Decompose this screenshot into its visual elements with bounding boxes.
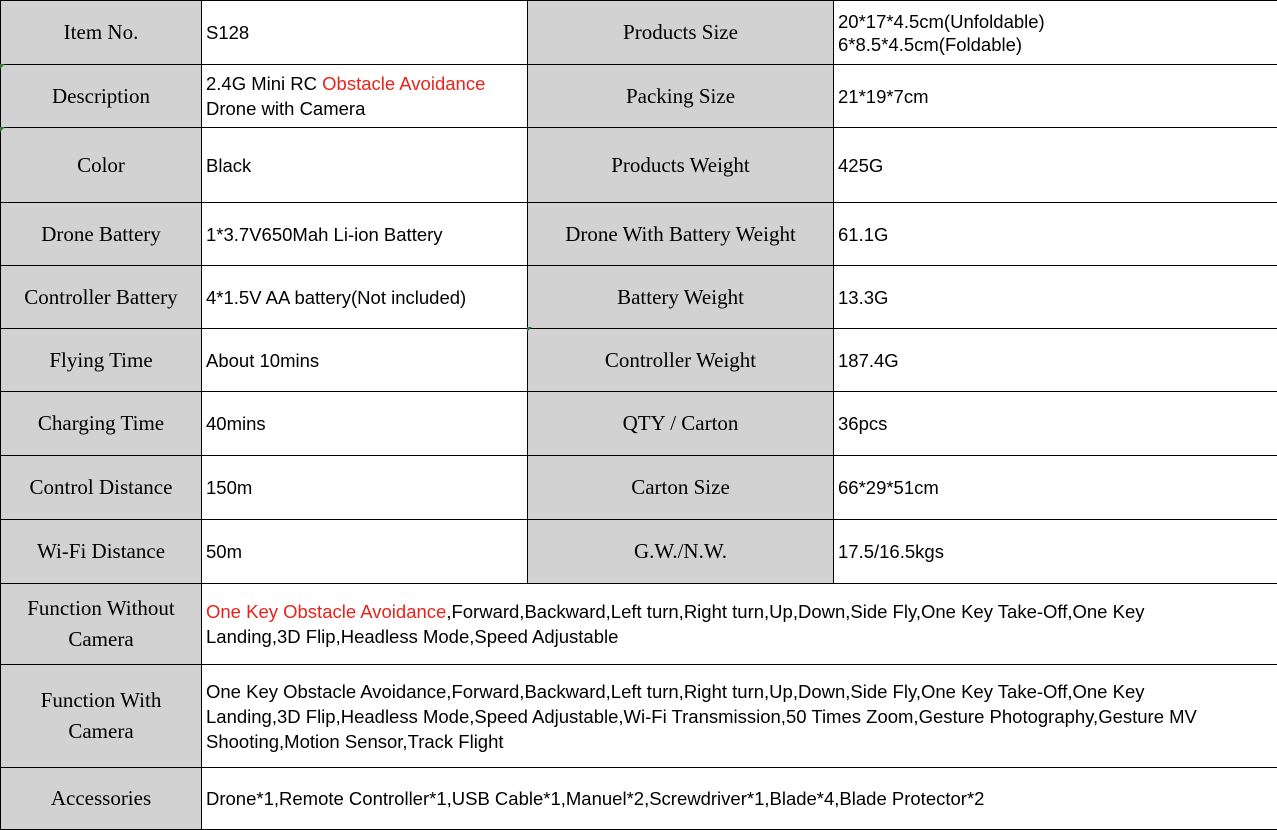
label-control-distance: Control Distance bbox=[1, 456, 202, 520]
function-with-camera-line-2: Landing,3D Flip,Headless Mode,Speed Adjustable,Wi-Fi Transmission,50 Times Zoom,Gesture Photography,Gesture MV bbox=[206, 704, 1273, 729]
label-charging-time: Charging Time bbox=[1, 392, 202, 456]
description-line-1 bbox=[206, 71, 523, 96]
value-carton-size: 66*29*51cm bbox=[834, 456, 1277, 520]
value-wifi-distance: 50m bbox=[202, 520, 528, 584]
value-packing-size: 21*19*7cm bbox=[834, 65, 1277, 128]
function-without-camera-rest: ,Forward,Backward,Left turn,Right turn,Up,Down,Side Fly,One Key Take-Off,One Key bbox=[446, 601, 1144, 622]
function-with-camera-label-line-2: Camera bbox=[5, 716, 197, 747]
table-row bbox=[1, 456, 1277, 520]
value-accessories: Drone*1,Remote Controller*1,USB Cable*1,Manuel*2,Screwdriver*1,Blade*4,Blade Protector*2 bbox=[202, 768, 1277, 830]
value-charging-time: 40mins bbox=[202, 392, 528, 456]
function-with-camera-line-1: One Key Obstacle Avoidance,Forward,Backward,Left turn,Right turn,Up,Down,Side Fly,One Key Take-Off,One Key bbox=[206, 679, 1273, 704]
label-battery-weight: Battery Weight bbox=[528, 266, 834, 329]
table-row bbox=[1, 392, 1277, 456]
value-products-weight: 425G bbox=[834, 128, 1277, 203]
function-with-camera-label-line-1: Function With bbox=[5, 685, 197, 716]
description-line-2: Drone with Camera bbox=[206, 96, 523, 121]
table-row bbox=[1, 584, 1277, 665]
value-controller-weight: 187.4G bbox=[834, 329, 1277, 392]
cell-note-marker bbox=[0, 64, 5, 69]
products-size-unfoldable: 20*17*4.5cm(Unfoldable) bbox=[838, 10, 1273, 33]
label-function-with-camera bbox=[1, 665, 202, 768]
label-description: Description bbox=[1, 65, 202, 128]
function-with-camera-line-3: Shooting,Motion Sensor,Track Flight bbox=[206, 729, 1273, 754]
label-wifi-distance: Wi-Fi Distance bbox=[1, 520, 202, 584]
table-row bbox=[1, 768, 1277, 830]
function-without-camera-highlight: One Key Obstacle Avoidance bbox=[206, 601, 446, 622]
value-function-with-camera bbox=[202, 665, 1277, 768]
label-controller-weight: Controller Weight bbox=[528, 329, 834, 392]
label-color: Color bbox=[1, 128, 202, 203]
value-controller-battery: 4*1.5V AA battery(Not included) bbox=[202, 266, 528, 329]
value-products-size bbox=[834, 1, 1277, 65]
label-packing-size: Packing Size bbox=[528, 65, 834, 128]
table-row bbox=[1, 1, 1277, 65]
label-gw-nw: G.W./N.W. bbox=[528, 520, 834, 584]
value-flying-time: About 10mins bbox=[202, 329, 528, 392]
label-flying-time: Flying Time bbox=[1, 329, 202, 392]
cell-note-marker bbox=[0, 127, 5, 132]
value-item-no: S128 bbox=[202, 1, 528, 65]
function-without-camera-label-line-2: Camera bbox=[5, 624, 197, 655]
label-item-no: Item No. bbox=[1, 1, 202, 65]
table-row bbox=[1, 520, 1277, 584]
description-prefix: 2.4G Mini RC bbox=[206, 73, 322, 94]
value-function-without-camera bbox=[202, 584, 1277, 665]
table-row bbox=[1, 329, 1277, 392]
table-row bbox=[1, 128, 1277, 203]
value-gw-nw: 17.5/16.5kgs bbox=[834, 520, 1277, 584]
function-without-camera-line-1 bbox=[206, 599, 1273, 624]
table-row bbox=[1, 665, 1277, 768]
cell-note-marker bbox=[527, 327, 532, 332]
value-description bbox=[202, 65, 528, 128]
label-carton-size: Carton Size bbox=[528, 456, 834, 520]
value-qty-carton: 36pcs bbox=[834, 392, 1277, 456]
label-drone-with-battery-weight: Drone With Battery Weight bbox=[528, 203, 834, 266]
label-products-size: Products Size bbox=[528, 1, 834, 65]
table-row bbox=[1, 266, 1277, 329]
table-row bbox=[1, 203, 1277, 266]
label-qty-carton: QTY / Carton bbox=[528, 392, 834, 456]
label-drone-battery: Drone Battery bbox=[1, 203, 202, 266]
label-products-weight: Products Weight bbox=[528, 128, 834, 203]
value-drone-with-battery-weight: 61.1G bbox=[834, 203, 1277, 266]
products-size-foldable: 6*8.5*4.5cm(Foldable) bbox=[838, 33, 1273, 56]
label-accessories: Accessories bbox=[1, 768, 202, 830]
description-highlight: Obstacle Avoidance bbox=[322, 73, 485, 94]
table-row bbox=[1, 65, 1277, 128]
function-without-camera-label-line-1: Function Without bbox=[5, 593, 197, 624]
value-control-distance: 150m bbox=[202, 456, 528, 520]
label-controller-battery: Controller Battery bbox=[1, 266, 202, 329]
label-function-without-camera bbox=[1, 584, 202, 665]
value-battery-weight: 13.3G bbox=[834, 266, 1277, 329]
value-color: Black bbox=[202, 128, 528, 203]
function-without-camera-line-2: Landing,3D Flip,Headless Mode,Speed Adjustable bbox=[206, 624, 1273, 649]
value-drone-battery: 1*3.7V650Mah Li-ion Battery bbox=[202, 203, 528, 266]
